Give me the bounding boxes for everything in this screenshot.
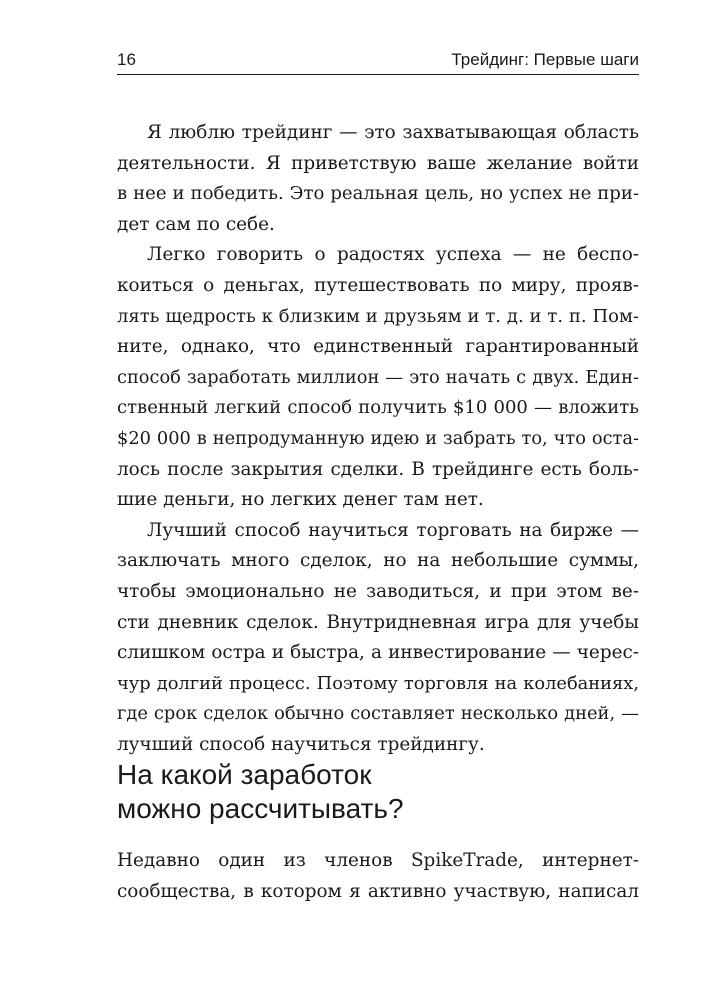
text-line: лучший способ научиться трейдингу. [117, 733, 485, 755]
section-text [117, 846, 639, 907]
text-line: $20 000 в непродуманную идею и забрать то, что оста- [117, 427, 639, 449]
text-line: способ заработать миллион — это начать с двух. Един- [117, 366, 639, 388]
text-line: дет сам по себе. [117, 213, 275, 235]
section-heading-line: можно рассчитывать? [117, 793, 404, 824]
text-line: лять щедрость к близким и друзьям и т. д. и т. п. Пом- [117, 305, 639, 327]
paragraph-2 [117, 240, 639, 515]
text-line: ните, однако, что единственный гарантированный [117, 336, 639, 358]
text-line: сти дневник сделок. Внутридневная игра для учебы [117, 611, 639, 633]
text-line: сообщества, в котором я активно участвую, написал [117, 880, 639, 902]
running-title: Трейдинг: Первые шаги [451, 50, 639, 69]
text-line: где срок сделок обычно составляет несколько дней, — [117, 703, 639, 725]
text-line: Я люблю трейдинг — это захватывающая область [147, 122, 639, 143]
text-line: слишком остра и быстра, а инвестирование — черес- [117, 642, 639, 664]
paragraph-1 [117, 118, 639, 240]
text-line: лось после закрытия сделки. В трейдинге есть боль- [117, 458, 639, 480]
text-line: в нее и победить. Это реальная цель, но успех не при- [117, 183, 639, 205]
text-line: заключать много сделок, но на небольшие суммы, [117, 550, 639, 572]
page-number: 16 [117, 50, 136, 69]
text-line: Лучший способ научиться торговать на бирже — [147, 519, 639, 541]
text-line: деятельности. Я приветствую ваше желание войти [117, 152, 639, 174]
text-line: Недавно один из членов SpikeTrade, интернет- [117, 850, 639, 871]
page-header [117, 46, 639, 75]
section-heading [117, 758, 639, 826]
section-heading-line: На какой заработок [117, 759, 372, 790]
text-line: чтобы эмоционально не заводиться, и при этом ве- [117, 580, 639, 602]
text-line: Легко говорить о радостях успеха — не беспо- [147, 244, 639, 266]
text-line: шие деньги, но легких денег там нет. [117, 489, 484, 511]
text-line: коиться о деньгах, путешествовать по миру, прояв- [117, 274, 639, 296]
paragraph-3 [117, 516, 639, 761]
text-line: ственный легкий способ получить $10 000 — вложить [117, 397, 639, 419]
text-line: чур долгий процесс. Поэтому торговля на колебаниях, [117, 672, 639, 694]
body-text [117, 118, 639, 760]
